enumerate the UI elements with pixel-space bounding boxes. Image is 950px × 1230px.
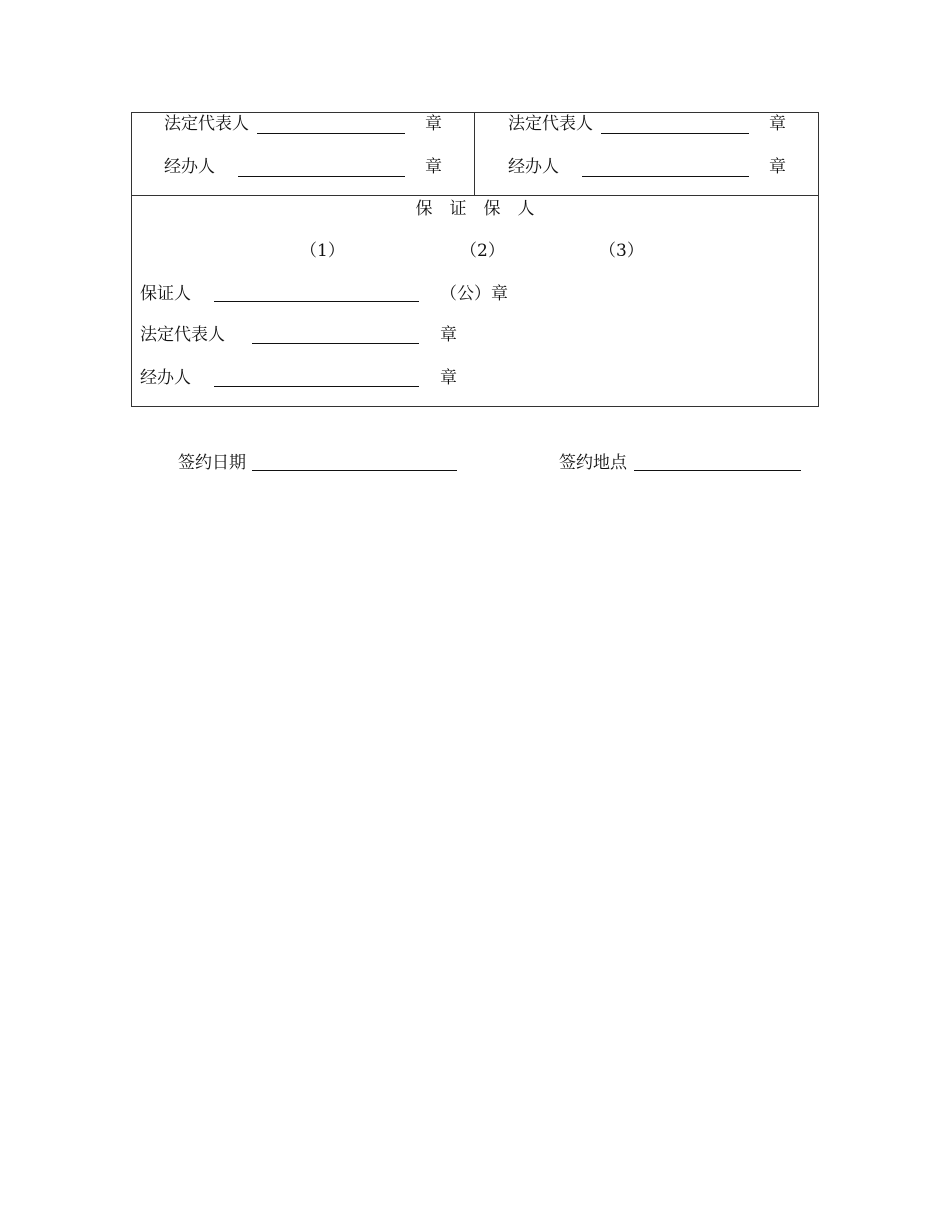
guarantor-seal: （公）章 [440, 284, 508, 304]
left-legal-rep-label: 法定代表人 [164, 114, 249, 134]
guarantor-legal-rep-seal: 章 [440, 325, 457, 345]
guarantor-legal-rep-label: 法定代表人 [140, 325, 225, 345]
guarantor-column-2: （2） [460, 241, 505, 261]
right-legal-rep-blank[interactable] [601, 133, 749, 134]
left-agent-blank[interactable] [238, 176, 405, 177]
guarantor-column-1: （1） [300, 241, 345, 261]
guarantor-label: 保证人 [140, 284, 191, 304]
guarantor-column-3: （3） [599, 241, 644, 261]
guarantor-agent-seal: 章 [440, 368, 457, 388]
guarantor-agent-blank[interactable] [214, 386, 419, 387]
right-legal-rep-seal: 章 [769, 114, 786, 134]
right-legal-rep-label: 法定代表人 [508, 114, 593, 134]
guarantor-heading: 保 证 保 人 [415, 199, 535, 219]
table-column-divider [474, 112, 475, 195]
signing-date-label: 签约日期 [178, 453, 246, 473]
guarantor-agent-label: 经办人 [140, 368, 191, 388]
guarantor-legal-rep-blank[interactable] [252, 343, 419, 344]
signing-place-blank[interactable] [634, 470, 801, 471]
signing-place-label: 签约地点 [559, 453, 627, 473]
left-agent-label: 经办人 [164, 157, 215, 177]
left-legal-rep-blank[interactable] [257, 133, 405, 134]
right-agent-label: 经办人 [508, 157, 559, 177]
left-agent-seal: 章 [425, 157, 442, 177]
signing-date-blank[interactable] [252, 470, 457, 471]
table-row-divider [131, 195, 819, 196]
right-agent-seal: 章 [769, 157, 786, 177]
right-agent-blank[interactable] [582, 176, 749, 177]
left-legal-rep-seal: 章 [425, 114, 442, 134]
guarantor-blank[interactable] [214, 301, 419, 302]
